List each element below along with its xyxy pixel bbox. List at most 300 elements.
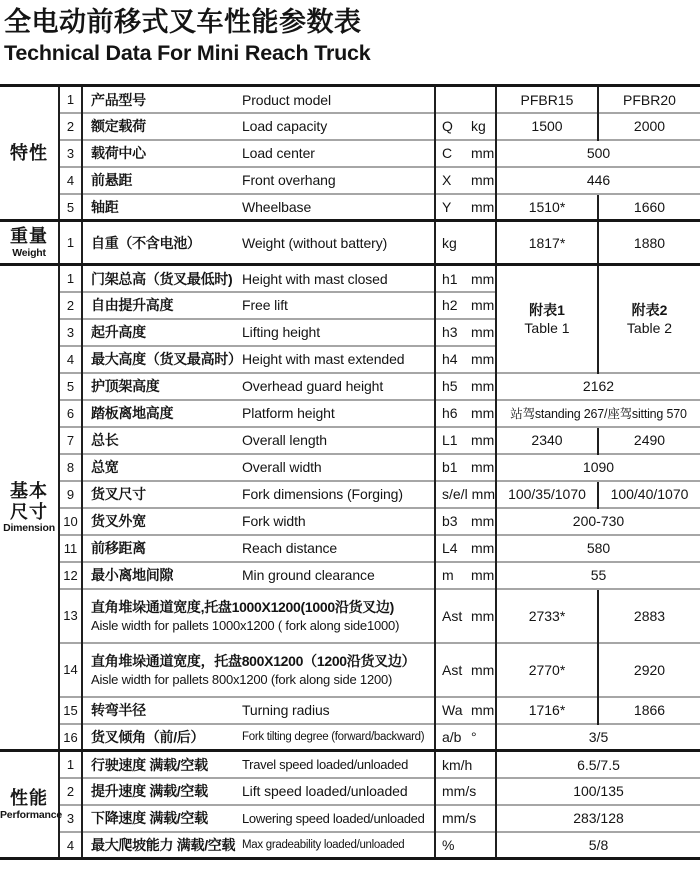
row-number: 4 <box>59 346 82 373</box>
parameter-name-line <box>91 233 434 253</box>
parameter-name-english: Product model <box>242 91 331 108</box>
unit-cell <box>435 373 496 400</box>
table-row <box>0 113 700 140</box>
value-model-2: 2920 <box>598 643 700 697</box>
parameter-name <box>82 562 435 589</box>
parameter-name-english: Lift speed loaded/unloaded <box>242 783 408 800</box>
row-number: 2 <box>59 778 82 805</box>
row-number: 4 <box>59 167 82 194</box>
row-number: 7 <box>59 427 82 454</box>
value-table-ref-1 <box>496 265 598 373</box>
parameter-name-english: Weight (without battery) <box>242 234 388 251</box>
unit-label: km/h <box>442 756 473 773</box>
unit-wrap <box>442 351 495 367</box>
parameter-name-line <box>91 170 434 190</box>
unit-label: mm/s <box>442 783 477 800</box>
parameter-name-line <box>91 322 434 342</box>
table-row <box>0 562 700 589</box>
symbol-label: b3 <box>442 513 458 530</box>
parameter-name-line <box>91 430 434 450</box>
parameter-name <box>82 697 435 724</box>
parameter-name-chinese: 下降速度 满载/空载 <box>91 810 208 827</box>
unit-cell <box>435 724 496 751</box>
row-number: 1 <box>59 751 82 778</box>
parameter-name <box>82 167 435 194</box>
parameter-name-chinese: 货叉倾角（前/后） <box>91 729 205 746</box>
parameter-name-chinese: 前移距离 <box>91 540 146 557</box>
value-model-2: 1866 <box>598 697 700 724</box>
parameter-name-english: Aisle width for pallets 800x1200 (fork along side 1200) <box>91 671 393 687</box>
unit-cell <box>435 832 496 859</box>
table-row <box>0 535 700 562</box>
value-both-models: 500 <box>496 140 700 167</box>
table-row <box>0 643 700 697</box>
unit-label: mm <box>471 432 495 449</box>
table-row <box>0 751 700 778</box>
parameter-name-english: Fork width <box>242 513 306 530</box>
table-row <box>0 400 700 427</box>
value-both-models: 3/5 <box>496 724 700 751</box>
symbol-label: C <box>442 145 453 162</box>
parameter-name-chinese: 最大高度（货叉最高时） <box>91 351 242 368</box>
unit-wrap <box>442 783 495 799</box>
unit-cell <box>435 292 496 319</box>
row-number: 3 <box>59 805 82 832</box>
unit-label: mm <box>471 405 495 422</box>
parameter-name-chinese: 最大爬坡能力 满载/空载 <box>91 837 236 854</box>
symbol-label: Ast <box>442 607 463 624</box>
unit-label: mm <box>471 607 495 624</box>
unit-label: mm <box>471 702 495 719</box>
unit-cell <box>435 346 496 373</box>
table-row <box>0 427 700 454</box>
value-table-ref-2 <box>598 265 700 373</box>
parameter-name-english: Height with mast closed <box>242 270 388 287</box>
value-model-2: PFBR20 <box>598 86 700 113</box>
table-ref-chinese: 附表1 <box>529 301 565 318</box>
parameter-name <box>82 400 435 427</box>
parameter-name <box>82 589 435 643</box>
parameter-name-english: Overall width <box>242 459 322 476</box>
page-title-english: Technical Data For Mini Reach Truck <box>4 41 371 66</box>
row-number: 8 <box>59 454 82 481</box>
table-row <box>0 481 700 508</box>
unit-label: mm <box>471 540 495 557</box>
value-both-models: 100/135 <box>496 778 700 805</box>
parameter-name-line <box>91 197 434 217</box>
table-row <box>0 832 700 859</box>
section-label-performance <box>0 751 62 859</box>
row-number: 14 <box>59 643 82 697</box>
parameter-name-chinese: 直角堆垛通道宽度,托盘1000X1200(1000沿货叉边) <box>91 598 394 615</box>
unit-cell <box>435 113 496 140</box>
parameter-name <box>82 535 435 562</box>
value-model-1: 1500 <box>496 113 598 140</box>
symbol-label: h6 <box>442 405 458 422</box>
parameter-name-line <box>91 511 434 531</box>
value-model-2: 2000 <box>598 113 700 140</box>
unit-wrap <box>442 378 495 394</box>
unit-wrap <box>442 540 495 556</box>
parameter-name <box>82 221 435 265</box>
parameter-name-english: Front overhang <box>242 172 336 189</box>
parameter-name-line <box>91 376 434 396</box>
parameter-name-line <box>91 457 434 477</box>
symbol-label: Y <box>442 199 452 216</box>
unit-wrap <box>442 729 495 745</box>
table-row <box>0 805 700 832</box>
parameter-name-chinese: 行驶速度 满载/空载 <box>91 756 208 773</box>
parameter-name <box>82 194 435 221</box>
section-label-english: Weight <box>12 246 46 259</box>
unit-label: mm/s <box>442 810 477 827</box>
symbol-label: h3 <box>442 324 458 341</box>
symbol-label: m <box>442 567 454 584</box>
table-row <box>0 697 700 724</box>
parameter-name-chinese: 起升高度 <box>91 324 146 341</box>
unit-wrap <box>442 702 495 718</box>
parameter-name-chinese: 货叉外宽 <box>91 513 146 530</box>
unit-label: kg <box>442 234 457 251</box>
value-both-models: 1090 <box>496 454 700 481</box>
parameter-name-line <box>91 90 434 110</box>
parameter-name-chinese: 货叉尺寸 <box>91 486 146 503</box>
parameter-name-chinese: 踏板离地高度 <box>91 405 174 422</box>
row-number: 13 <box>59 589 82 643</box>
parameter-name-chinese: 轴距 <box>91 199 119 216</box>
parameter-name-chinese: 总宽 <box>91 459 119 476</box>
section-label-chinese: 性能 <box>10 788 48 809</box>
parameter-name-line <box>91 781 434 801</box>
row-number: 1 <box>59 86 82 113</box>
parameter-name <box>82 265 435 292</box>
unit-cell <box>435 140 496 167</box>
row-number: 11 <box>59 535 82 562</box>
section-label-dimension <box>0 265 59 751</box>
unit-label: mm <box>471 459 495 476</box>
parameter-name-english: Travel speed loaded/unloaded <box>242 757 409 773</box>
unit-label: mm <box>471 661 495 678</box>
parameter-name <box>82 373 435 400</box>
parameter-name-chinese: 总长 <box>91 432 119 449</box>
value-both-models: 6.5/7.5 <box>496 751 700 778</box>
symbol-label: b1 <box>442 459 458 476</box>
parameter-name-chinese: 前悬距 <box>91 172 133 189</box>
table-ref-english: Table 1 <box>524 320 570 337</box>
parameter-name-chinese: 额定载荷 <box>91 118 146 135</box>
value-both-models: 283/128 <box>496 805 700 832</box>
unit-label: mm <box>471 199 495 216</box>
value-both-models: 446 <box>496 167 700 194</box>
row-number: 16 <box>59 724 82 751</box>
unit-wrap <box>442 235 495 251</box>
parameter-name-english: Height with mast extended <box>242 351 405 368</box>
section-label-chinese: 重量 <box>10 226 48 247</box>
value-model-1: 2340 <box>496 427 598 454</box>
value-model-1: 1716* <box>496 697 598 724</box>
row-number: 1 <box>59 265 82 292</box>
unit-cell <box>435 454 496 481</box>
section-label-characteristics <box>0 86 59 221</box>
parameter-name-chinese: 产品型号 <box>91 91 146 108</box>
value-model-1: 2733* <box>496 589 598 643</box>
unit-cell <box>435 805 496 832</box>
symbol-label: Q <box>442 118 453 135</box>
table-row <box>0 265 700 292</box>
parameter-name <box>82 292 435 319</box>
unit-label: kg <box>471 118 486 135</box>
symbol-label: Wa <box>442 702 463 719</box>
value-model-1: 1510* <box>496 194 598 221</box>
value-model-1: 1817* <box>496 221 598 265</box>
parameter-name-line <box>91 538 434 558</box>
row-number: 3 <box>59 140 82 167</box>
unit-label: mm <box>471 513 495 530</box>
section-label-weight <box>0 221 59 265</box>
unit-cell <box>435 508 496 535</box>
parameter-name-english: Load center <box>242 145 315 162</box>
symbol-label: L1 <box>442 432 458 449</box>
parameter-name <box>82 508 435 535</box>
parameter-name <box>82 724 435 751</box>
unit-cell <box>435 697 496 724</box>
section-label-chinese: 特性 <box>10 142 48 163</box>
parameter-name-chinese: 自重（不含电池） <box>91 234 201 251</box>
value-both-models: 200-730 <box>496 508 700 535</box>
unit-cell <box>435 427 496 454</box>
unit-cell <box>435 265 496 292</box>
row-number: 5 <box>59 373 82 400</box>
parameter-name-english: Reach distance <box>242 540 338 557</box>
parameter-name <box>82 427 435 454</box>
parameter-name-english: Load capacity <box>242 118 328 135</box>
unit-wrap <box>442 145 495 161</box>
unit-label: mm <box>471 270 495 287</box>
parameter-name <box>82 454 435 481</box>
spec-table <box>0 84 700 860</box>
parameter-name-chinese: 最小离地间隙 <box>91 567 174 584</box>
unit-cell <box>435 751 496 778</box>
table-row <box>0 373 700 400</box>
unit-wrap <box>442 662 495 678</box>
parameter-name <box>82 319 435 346</box>
table-row <box>0 454 700 481</box>
value-model-2: 2490 <box>598 427 700 454</box>
table-row <box>0 86 700 113</box>
title-block <box>0 6 700 68</box>
unit-cell <box>435 562 496 589</box>
row-number: 9 <box>59 481 82 508</box>
parameter-name-chinese: 护顶架高度 <box>91 378 160 395</box>
unit-cell <box>435 589 496 643</box>
row-number: 1 <box>59 221 82 265</box>
section-label-chinese: 基本尺寸 <box>10 480 48 522</box>
unit-wrap <box>442 757 495 773</box>
parameter-name-english: Wheelbase <box>242 199 312 216</box>
unit-label: mm <box>471 351 495 368</box>
unit-cell <box>435 643 496 697</box>
unit-wrap <box>442 432 495 448</box>
unit-label: mm <box>471 172 495 189</box>
parameter-name-line <box>91 116 434 136</box>
parameter-name-english: Turning radius <box>242 702 330 719</box>
section-label-english: Performance <box>0 808 62 821</box>
symbol-label: X <box>442 172 452 189</box>
value-model-2: 2883 <box>598 589 700 643</box>
parameter-name-chinese: 转弯半径 <box>91 702 146 719</box>
unit-label: ° <box>471 729 477 746</box>
unit-label: mm <box>471 378 495 395</box>
parameter-name-english: Max gradeability loaded/unloaded <box>242 839 405 852</box>
row-number: 3 <box>59 319 82 346</box>
value-model-2: 100/40/1070 <box>598 481 700 508</box>
value-model-1: 2770* <box>496 643 598 697</box>
unit-wrap <box>442 324 495 340</box>
value-model-1: 100/35/1070 <box>496 481 598 508</box>
unit-wrap <box>442 172 495 188</box>
unit-cell <box>435 167 496 194</box>
symbol-label: h1 <box>442 270 458 287</box>
parameter-name-english: Fork dimensions (Forging) <box>242 486 403 503</box>
parameter-name-line <box>91 484 434 504</box>
row-number: 15 <box>59 697 82 724</box>
parameter-name-chinese: 提升速度 满载/空载 <box>91 783 208 800</box>
value-both-models: 580 <box>496 535 700 562</box>
table-ref-english: Table 2 <box>626 320 673 337</box>
parameter-name-line <box>91 143 434 163</box>
unit-cell <box>435 535 496 562</box>
parameter-name <box>82 778 435 805</box>
parameter-name-english: Free lift <box>242 297 288 314</box>
symbol-label: a/b <box>442 729 462 746</box>
unit-wrap <box>442 297 495 313</box>
row-number: 5 <box>59 194 82 221</box>
page-title-chinese: 全电动前移式叉车性能参数表 <box>4 7 362 37</box>
parameter-name-line <box>91 565 434 585</box>
parameter-name-line <box>91 295 434 315</box>
parameter-name-english: Aisle width for pallets 1000x1200 ( fork along side1000) <box>91 617 400 633</box>
parameter-name <box>82 140 435 167</box>
unit-wrap <box>442 513 495 529</box>
row-number: 10 <box>59 508 82 535</box>
unit-label: mm <box>471 486 495 503</box>
unit-label: mm <box>471 324 495 341</box>
table-row <box>0 589 700 643</box>
value-both-models: 5/8 <box>496 832 700 859</box>
unit-cell <box>435 400 496 427</box>
parameter-name <box>82 86 435 113</box>
parameter-name-chinese: 自由提升高度 <box>91 297 174 314</box>
parameter-name <box>82 832 435 859</box>
unit-wrap <box>442 459 495 475</box>
unit-cell <box>435 319 496 346</box>
unit-wrap <box>442 118 495 134</box>
parameter-name <box>82 643 435 697</box>
row-number: 12 <box>59 562 82 589</box>
unit-wrap <box>442 405 495 421</box>
unit-cell <box>435 481 496 508</box>
spec-table-body <box>0 86 700 859</box>
table-row <box>0 194 700 221</box>
table-ref-chinese: 附表2 <box>631 301 668 318</box>
unit-cell <box>435 194 496 221</box>
unit-label: mm <box>471 145 495 162</box>
unit-cell <box>435 86 496 113</box>
unit-label: % <box>442 837 455 854</box>
row-number: 6 <box>59 400 82 427</box>
value-both-models: 站驾standing 267/座驾sitting 570 <box>496 400 700 427</box>
parameter-name-line <box>91 349 434 369</box>
unit-label: mm <box>471 297 495 314</box>
symbol-label: Ast <box>442 661 463 678</box>
parameter-name-line <box>91 700 434 720</box>
table-row <box>0 167 700 194</box>
unit-wrap <box>442 271 495 287</box>
symbol-label: h2 <box>442 297 458 314</box>
unit-label: mm <box>471 567 495 584</box>
value-model-1: PFBR15 <box>496 86 598 113</box>
unit-wrap <box>442 199 495 215</box>
parameter-name-line <box>91 727 434 747</box>
table-row <box>0 140 700 167</box>
table-row <box>0 778 700 805</box>
table-row <box>0 508 700 535</box>
value-model-2: 1880 <box>598 221 700 265</box>
parameter-name-line <box>91 269 434 289</box>
value-model-2: 1660 <box>598 194 700 221</box>
row-number: 2 <box>59 292 82 319</box>
parameter-name-line <box>91 835 434 855</box>
symbol-label: s/e/l <box>442 486 468 503</box>
parameter-name <box>82 113 435 140</box>
unit-wrap <box>442 837 495 853</box>
parameter-name-english: Overall length <box>242 432 327 449</box>
parameter-name <box>82 751 435 778</box>
unit-wrap <box>442 567 495 583</box>
symbol-label: L4 <box>442 540 458 557</box>
parameter-name-english: Lifting height <box>242 324 320 341</box>
parameter-name-english: Fork tilting degree (forward/backward) <box>242 731 425 744</box>
unit-wrap <box>442 810 495 826</box>
table-row <box>0 724 700 751</box>
parameter-name-chinese: 直角堆垛通道宽度，托盘800X1200（1200沿货叉边） <box>91 652 416 669</box>
parameter-name-english: Platform height <box>242 405 335 422</box>
symbol-label: h5 <box>442 378 458 395</box>
section-label-english: Dimension <box>3 522 55 535</box>
parameter-name-chinese: 门架总高（货叉最低时) <box>91 270 233 287</box>
row-number: 4 <box>59 832 82 859</box>
unit-cell <box>435 778 496 805</box>
parameter-name <box>82 805 435 832</box>
parameter-name-english: Overhead guard height <box>242 378 384 395</box>
parameter-name-english: Min ground clearance <box>242 567 375 584</box>
table-row <box>0 221 700 265</box>
parameter-name-english: Lowering speed loaded/unloaded <box>242 810 425 826</box>
parameter-name-line <box>91 403 434 423</box>
unit-wrap <box>442 486 495 502</box>
row-number: 2 <box>59 113 82 140</box>
parameter-name-chinese: 载荷中心 <box>91 145 146 162</box>
value-both-models: 55 <box>496 562 700 589</box>
symbol-label: h4 <box>442 351 458 368</box>
parameter-name <box>82 346 435 373</box>
value-both-models: 2162 <box>496 373 700 400</box>
parameter-name <box>82 481 435 508</box>
parameter-name-line <box>91 755 434 775</box>
parameter-name-line <box>91 808 434 828</box>
unit-cell <box>435 221 496 265</box>
unit-wrap <box>442 608 495 624</box>
